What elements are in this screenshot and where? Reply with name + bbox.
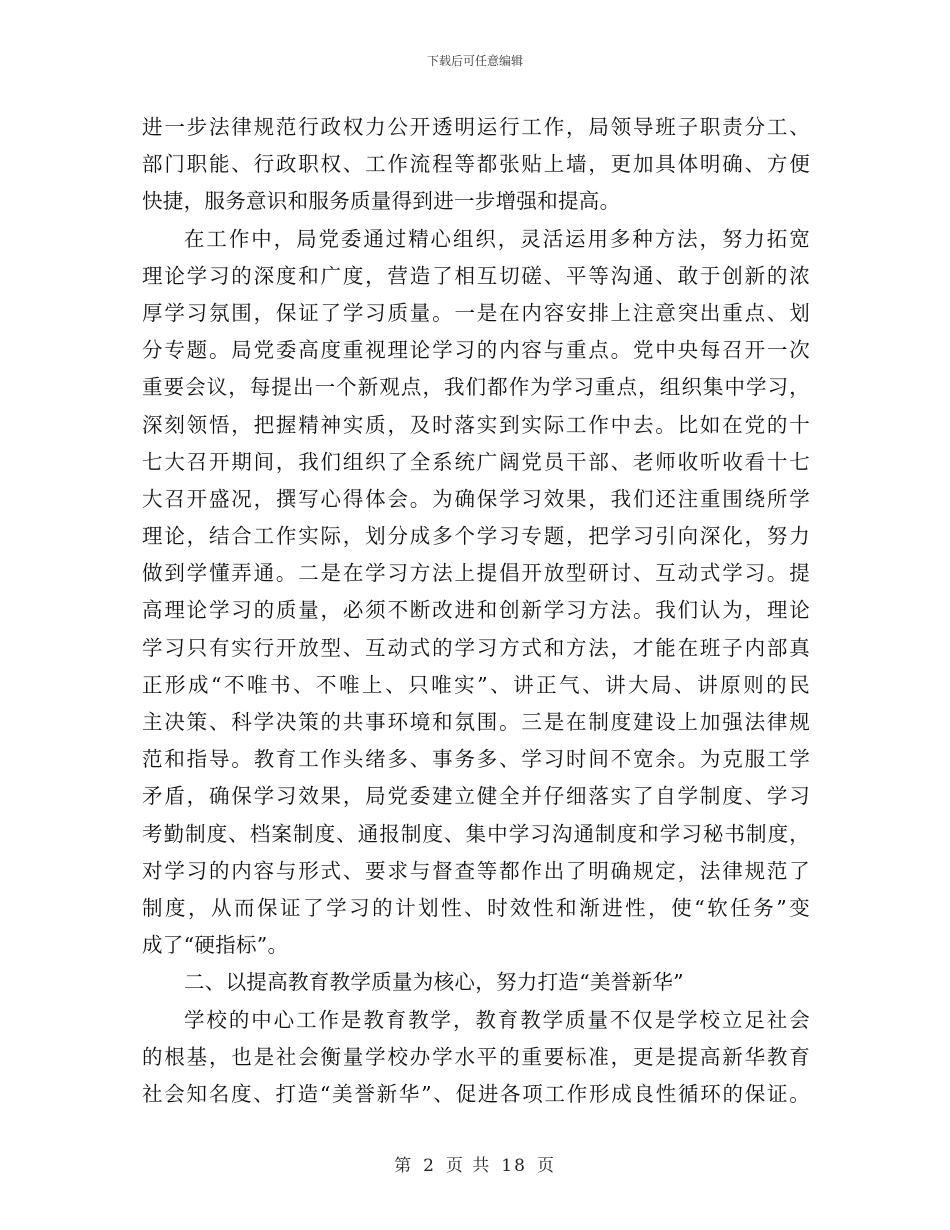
footer-middle: 页 共 — [445, 1156, 492, 1176]
text-line: 做到学懂弄通。二是在学习方法上提倡开放型研讨、互动式学习。提 — [142, 561, 810, 586]
text-line: 的根基，也是社会衡量学校办学水平的重要标准，更是提高新华教育 — [142, 1044, 810, 1069]
text-line: 考勤制度、档案制度、通报制度、集中学习沟通制度和学习秘书制度， — [142, 821, 810, 846]
text-line: 理论学习的深度和广度，营造了相互切磋、平等沟通、敢于创新的浓 — [142, 263, 810, 288]
text-line: 大召开盛况，撰写心得体会。为确保学习效果，我们还注重围绕所学 — [142, 486, 810, 511]
text-line: 七大召开期间，我们组织了全系统广阔党员干部、老师收听收看十七 — [142, 449, 810, 474]
footer-total-pages: 18 — [501, 1156, 527, 1176]
page-footer — [0, 1151, 950, 1176]
text-line: 快捷，服务意识和服务质量得到进一步增强和提高。 — [142, 189, 621, 214]
text-line: 正形成“不唯书、不唯上、只唯实”、讲正气、讲大局、讲原则的民 — [142, 672, 810, 697]
text-line: 学习只有实行开放型、互动式的学习方式和方法，才能在班子内部真 — [142, 635, 810, 660]
text-line: 部门职能、行政职权、工作流程等都张贴上墙，更加具体明确、方便 — [142, 152, 810, 177]
text-line: 对学习的内容与形式、要求与督查等都作出了明确规定，法律规范了 — [142, 858, 810, 883]
section-heading: 二、以提高教育教学质量为核心，努力打造“美誉新华” — [184, 970, 684, 995]
footer-suffix: 页 — [536, 1156, 556, 1176]
text-line: 在工作中，局党委通过精心组织，灵活运用多种方法，努力拓宽 — [184, 226, 810, 251]
text-line: 制度，从而保证了学习的计划性、时效性和渐进性，使“软任务”变 — [142, 895, 810, 920]
text-line: 社会知名度、打造“美誉新华”、促进各项工作形成良性循环的保证。 — [142, 1081, 810, 1106]
text-line: 进一步法律规范行政权力公开透明运行工作，局领导班子职责分工、 — [142, 115, 810, 139]
text-line: 矛盾，确保学习效果，局党委建立健全并仔细落实了自学制度、学习 — [142, 784, 810, 809]
body-text — [142, 109, 810, 1113]
text-line: 成了“硬指标”。 — [142, 933, 289, 958]
page-header-note: 下载后可任意编辑 — [426, 54, 523, 68]
text-line: 分专题。局党委高度重视理论学习的内容与重点。党中央每召开一次 — [142, 338, 810, 363]
text-line: 厚学习氛围，保证了学习质量。一是在内容安排上注意突出重点、划 — [142, 300, 810, 325]
text-line: 重要会议，每提出一个新观点，我们都作为学习重点，组织集中学习， — [142, 375, 810, 400]
footer-page-number: 2 — [423, 1156, 436, 1176]
text-line: 主决策、科学决策的共事环境和氛围。三是在制度建设上加强法律规 — [142, 710, 810, 734]
text-line: 理论，结合工作实际，划分成多个学习专题，把学习引向深化，努力 — [142, 524, 810, 549]
text-line: 深刻领悟，把握精神实质，及时落实到实际工作中去。比如在党的十 — [142, 412, 810, 437]
text-line: 学校的中心工作是教育教学，教育教学质量不仅是学校立足社会 — [184, 1007, 810, 1032]
text-line: 范和指导。教育工作头绪多、事务多、学习时间不宽余。为克服工学 — [142, 747, 810, 772]
text-line: 高理论学习的质量，必须不断改进和创新学习方法。我们认为，理论 — [142, 598, 810, 623]
footer-prefix: 第 — [394, 1156, 414, 1176]
